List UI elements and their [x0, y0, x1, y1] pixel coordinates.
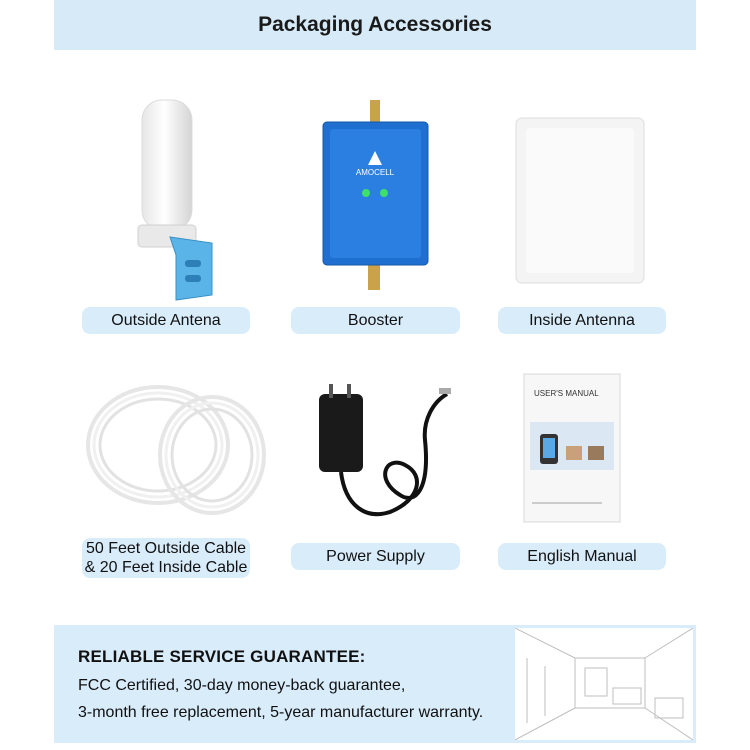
label-cables: 50 Feet Outside Cable & 20 Feet Inside Cable: [82, 538, 250, 578]
cable-image: [80, 375, 280, 525]
guarantee-title: RELIABLE SERVICE GUARANTEE:: [78, 647, 366, 666]
booster-image: [318, 95, 433, 295]
page-title: Packaging Accessories: [258, 13, 492, 36]
booster-brand: AMOCELL: [355, 168, 395, 177]
guarantee-line-1: FCC Certified, 30-day money-back guarantee,: [78, 677, 406, 694]
manual-cover-title: USER'S MANUAL: [534, 389, 599, 398]
power-supply-image: [305, 380, 455, 530]
room-sketch-image: [515, 628, 693, 740]
page-header: [54, 0, 696, 50]
label-outside-antenna: Outside Antena: [82, 307, 250, 334]
manual-image: [522, 372, 622, 524]
label-power-supply: Power Supply: [291, 543, 460, 570]
outside-antenna-image: [130, 95, 230, 305]
inside-antenna-image: [510, 112, 650, 287]
label-english-manual: English Manual: [498, 543, 666, 570]
guarantee-line-2: 3-month free replacement, 5-year manufacturer warranty.: [78, 704, 484, 721]
label-booster: Booster: [291, 307, 460, 334]
label-inside-antenna: Inside Antenna: [498, 307, 666, 334]
